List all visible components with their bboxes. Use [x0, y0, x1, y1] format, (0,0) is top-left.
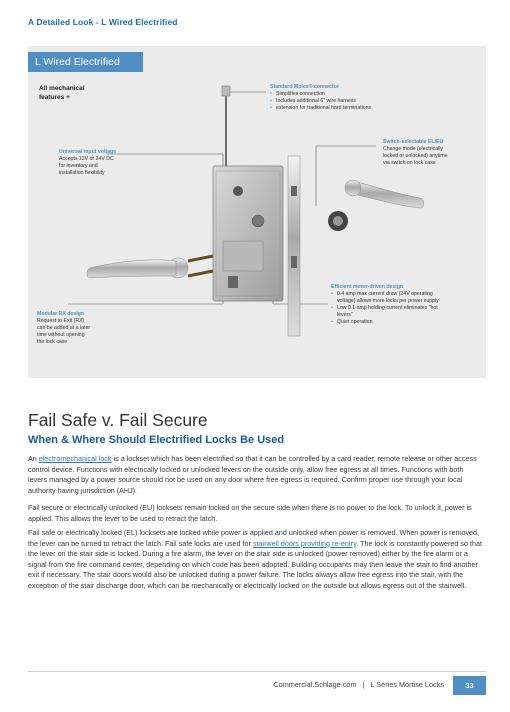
modular-line: time without opening [37, 332, 85, 338]
switch-selectable-callout [383, 139, 483, 167]
universal-voltage-callout [59, 149, 179, 177]
left-lever [87, 256, 213, 278]
p3-text-b: . The lock is constantly powered so that the lever on the stair side is locked. During a fire alarm, the lever on the stair side is unlocked (power removed) either by the fire alarm or a signal from the fire command center, depending on which code has been adopted. Building occupants may then leave the stair to find another exit if necessary. The stair doors would also be unlocked during a power failure. The locks always allow free egress into the stair, with the exception of the stair discharge door, which can be mechanically or electrically locked on the outside but allows egress out of the stairwell. [28, 538, 482, 590]
p1-text: is a lockset which has been electrified so that it can be controlled by a card reader, remote release or other access control device. Functions with electrically locked or unlocked levers on the outside only, allow free egress at all times. Functions with both levers managed by a power source should not be used on any door where free egress is required. Confirm proper use through your local authority having jurisdiction (AHJ). [28, 454, 477, 495]
paragraph-fail-secure: Fail secure or electrically unlocked (EU) locksets remain locked on the secure side when there is no power to the lock. To unlock it, power is applied. This allows the lever to be used to retract the latch. [28, 503, 472, 523]
universal-title: Universal input voltage [59, 149, 117, 155]
page-title: Fail Safe v. Fail Secure [28, 410, 208, 430]
feature-figure [28, 46, 486, 378]
modular-rx-callout [37, 311, 127, 346]
electromechanical-lock-link[interactable]: electromechanical lock [38, 454, 112, 463]
molex-bullet: • Simplifies connection [270, 91, 450, 98]
paragraph-fail-safe [28, 528, 484, 592]
modular-title: Modular RX design [37, 311, 84, 317]
section-tab: L Wired Electrified [28, 52, 143, 72]
molex-bullet-cont: extension for traditional hard terminations [276, 105, 372, 111]
section-subtitle: When & Where Should Electrified Locks Be Used [28, 434, 285, 446]
faceplate [288, 156, 300, 336]
motor-driven-callout [331, 284, 449, 326]
universal-line: installation flexibility [59, 170, 105, 176]
lock-case [213, 166, 283, 301]
modular-line: the lock case [37, 339, 68, 345]
motor-bullet: • 0.4 amp max current draw (24V operating voltage) allows more locks per power supply [331, 291, 449, 305]
footer [273, 680, 444, 689]
motor-bullet: • Quiet operation [331, 319, 449, 326]
all-mechanical-line-2: features + [39, 94, 70, 101]
switch-line: locked or unlocked) anytime [383, 153, 448, 159]
footer-separator: | [362, 680, 365, 689]
switch-line: via switch on lock case [383, 160, 436, 166]
modular-line: can be added at a later [37, 325, 91, 331]
switch-title: Switch-selectable EL/EU [383, 139, 444, 145]
all-mechanical-line-1: All mechanical [39, 85, 85, 92]
paragraph-electromechanical [28, 454, 484, 496]
molex-bullet: • Includes additional 6" wire harness [270, 98, 450, 105]
universal-line: Accepts 12V or 24V DC [59, 156, 114, 162]
motor-title: Efficient motor-driven design [331, 284, 404, 290]
switch-line: Change mode (electrically [383, 146, 443, 152]
page-number: 33 [453, 676, 486, 695]
footer-series: L Series Mortise Locks [370, 680, 444, 689]
motor-bullet: • Low 0.1 amp holding current eliminates "hot levers" [331, 305, 449, 319]
header-tag: A Detailed Look - L Wired Electrified [28, 17, 178, 27]
modular-line: Request to Exit (RX) [37, 318, 85, 324]
molex-callout [270, 84, 450, 112]
footer-site: Commercial.Schlage.com [273, 680, 357, 689]
right-lever [328, 180, 424, 231]
stairwell-doors-link[interactable]: stairwell doors providing re-entry [252, 538, 357, 548]
molex-title: Standard Molex® connector [270, 84, 339, 90]
p1-prefix: An [28, 454, 39, 463]
universal-line: for inventory and [59, 163, 98, 169]
footer-divider [28, 671, 486, 672]
p3-text-a: Fail safe or electrically locked (EL) locksets are locked while power is applied and unlocked when power is removed. When power is removed, the lever can be turned to retract the latch. Fail safe locks are used for [28, 528, 480, 548]
